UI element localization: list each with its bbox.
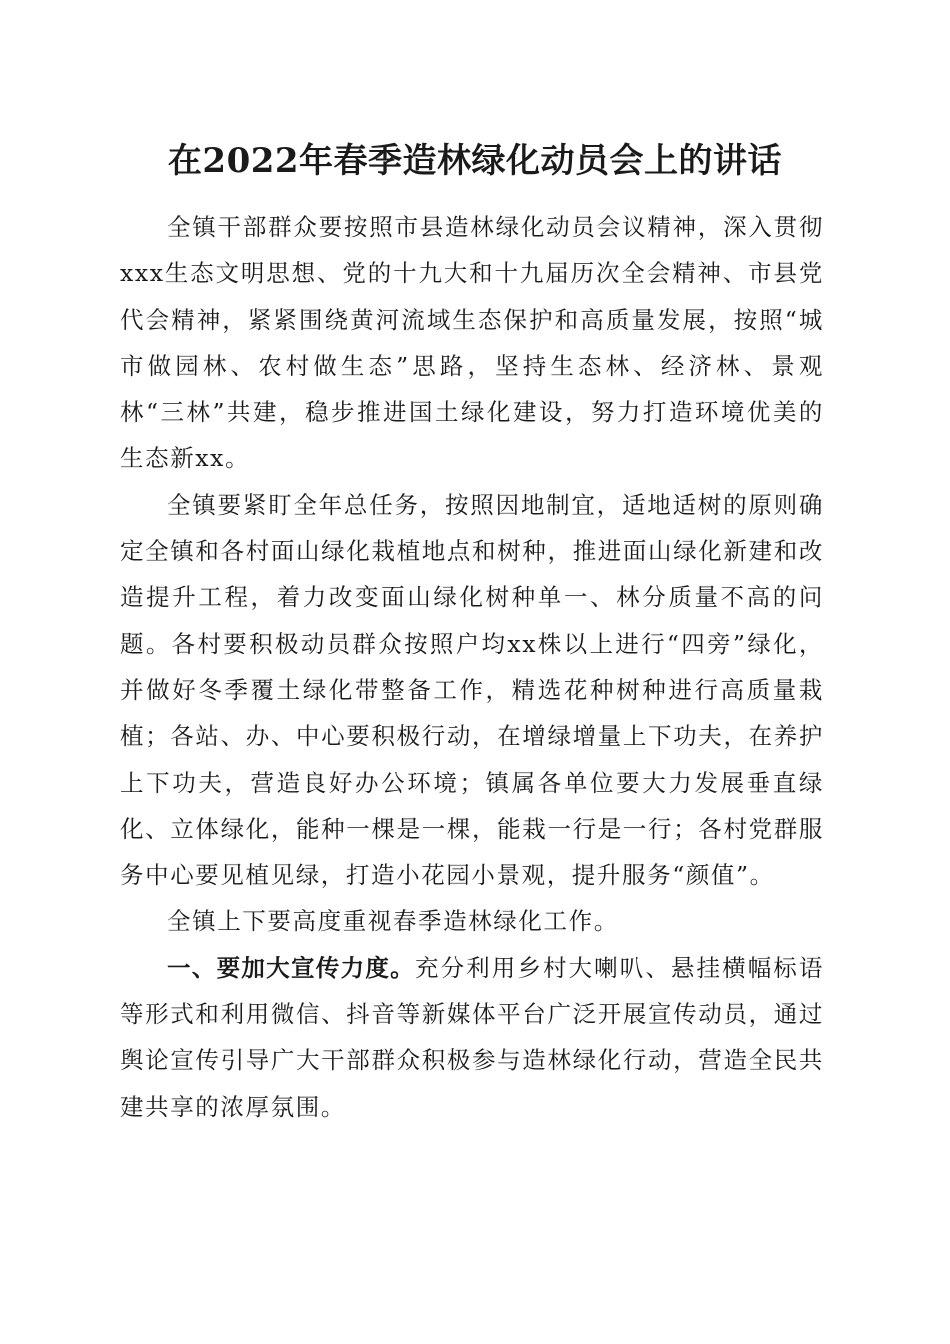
document-title: 在2022年春季造林绿化动员会上的讲话 <box>167 141 783 181</box>
paragraph-1: 全镇干部群众要按照市县造林绿化动员会议精神，深入贯彻xxx生态文明思想、党的十九大和十九届历次全会精神、市县党代会精神，紧紧围绕黄河流域生态保护和高质量发展，按照“城市做园林、农村做生态”思路，坚持生态林、经济林、景观林“三林”共建，稳步推进国土绿化建设，努力打造环境优美的生态新xx。 <box>120 213 824 473</box>
document-body <box>120 204 824 1130</box>
section-heading: 一、要加大宣传力度。 <box>167 953 415 982</box>
section-body: 充分利用乡村大喇叭、悬挂横幅标语等形式和利用微信、抖音等新媒体平台广泛开展宣传动员，通过舆论宣传引导广大干部群众积极参与造林绿化行动，营造全民共建共享的浓厚氛围。 <box>120 953 825 1121</box>
paragraph-3: 全镇上下要高度重视春季造林绿化工作。 <box>167 907 619 936</box>
paragraph-2: 全镇要紧盯全年总任务，按照因地制宜，适地适树的原则确定全镇和各村面山绿化栽植地点和树种，推进面山绿化新建和改造提升工程，着力改变面山绿化树种单一、林分质量不高的问题。各村要积极动员群众按照户均xx株以上进行“四旁”绿化，并做好冬季覆土绿化带整备工作，精选花种树种进行高质量栽植；各站、办、中心要积极行动，在增绿增量上下功夫，在养护上下功夫，营造良好办公环境；镇属各单位要大力发展垂直绿化、立体绿化，能种一棵是一棵，能栽一行是一行；各村党群服务中心要见植见绿，打造小花园小景观，提升服务“颜值”。 <box>120 490 824 890</box>
paragraph-4 <box>120 945 824 1130</box>
